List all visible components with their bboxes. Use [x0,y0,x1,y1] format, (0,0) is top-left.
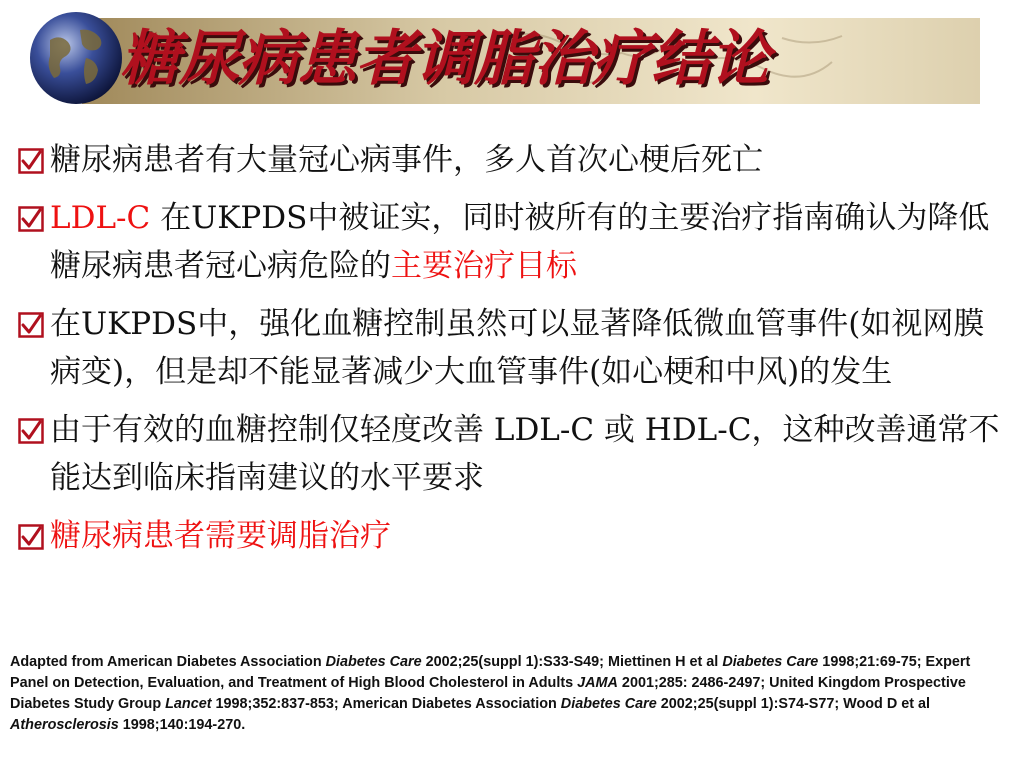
reference-text: 2002;25(suppl 1):S33-S49; Miettinen H et al [421,654,723,670]
checkbox-checked-icon [18,418,44,444]
bullet-text: 糖尿病患者需要调脂治疗 [50,518,391,554]
bullet-item [18,512,1008,560]
bullet-text: 糖尿病患者有大量冠心病事件，多人首次心梗后死亡 [50,142,763,178]
reference-footnote [10,652,1005,736]
bullet-text: 由于有效的血糖控制仅轻度改善 LDL-C 或 HDL-C，这种改善通常不能达到临床指南建议的水平要求 [50,412,1000,496]
bullet-list [18,136,1008,570]
bullet-text: LDL-C [50,200,151,236]
bullet-item [18,300,1008,396]
globe-icon [28,10,124,106]
reference-text: 2002;25(suppl 1):S74-S77; Wood D et al [656,696,931,712]
reference-text: 1998;140:194-270. [118,717,246,733]
checkbox-checked-icon [18,312,44,338]
journal-name: JAMA [577,675,618,691]
bullet-item [18,194,1008,290]
bullet-text: 在UKPDS中，强化血糖控制虽然可以显著降低微血管事件(如视网膜病变)，但是却不能显著减少大血管事件(如心梗和中风)的发生 [50,306,985,390]
journal-name: Atherosclerosis [10,717,119,733]
journal-name: Diabetes Care [560,696,657,712]
checkbox-checked-icon [18,206,44,232]
journal-name: Diabetes Care [325,654,422,670]
reference-text: 1998;21:69-75; Expert Panel on Detection, Evaluation, and Treatment of High Blood Cholesterol in Adults [10,654,971,691]
bullet-text: 主要治疗目标 [391,248,577,284]
journal-name: Lancet [165,696,212,712]
page-title: 糖尿病患者调脂治疗结论 [120,24,769,94]
journal-name: Diabetes Care [722,654,819,670]
reference-text: 1998;352:837-853; American Diabetes Association [211,696,561,712]
checkbox-checked-icon [18,524,44,550]
reference-text: Adapted from American Diabetes Association [10,654,326,670]
bullet-text: 在UKPDS中被证实，同时被所有的主要治疗指南确认为降低糖尿病患者冠心病危险的 [50,200,990,284]
bullet-item [18,406,1008,502]
reference-text: 2001;285: 2486-2497; United Kingdom Prospective Diabetes Study Group [10,675,966,712]
checkbox-checked-icon [18,148,44,174]
bullet-item [18,136,1008,184]
